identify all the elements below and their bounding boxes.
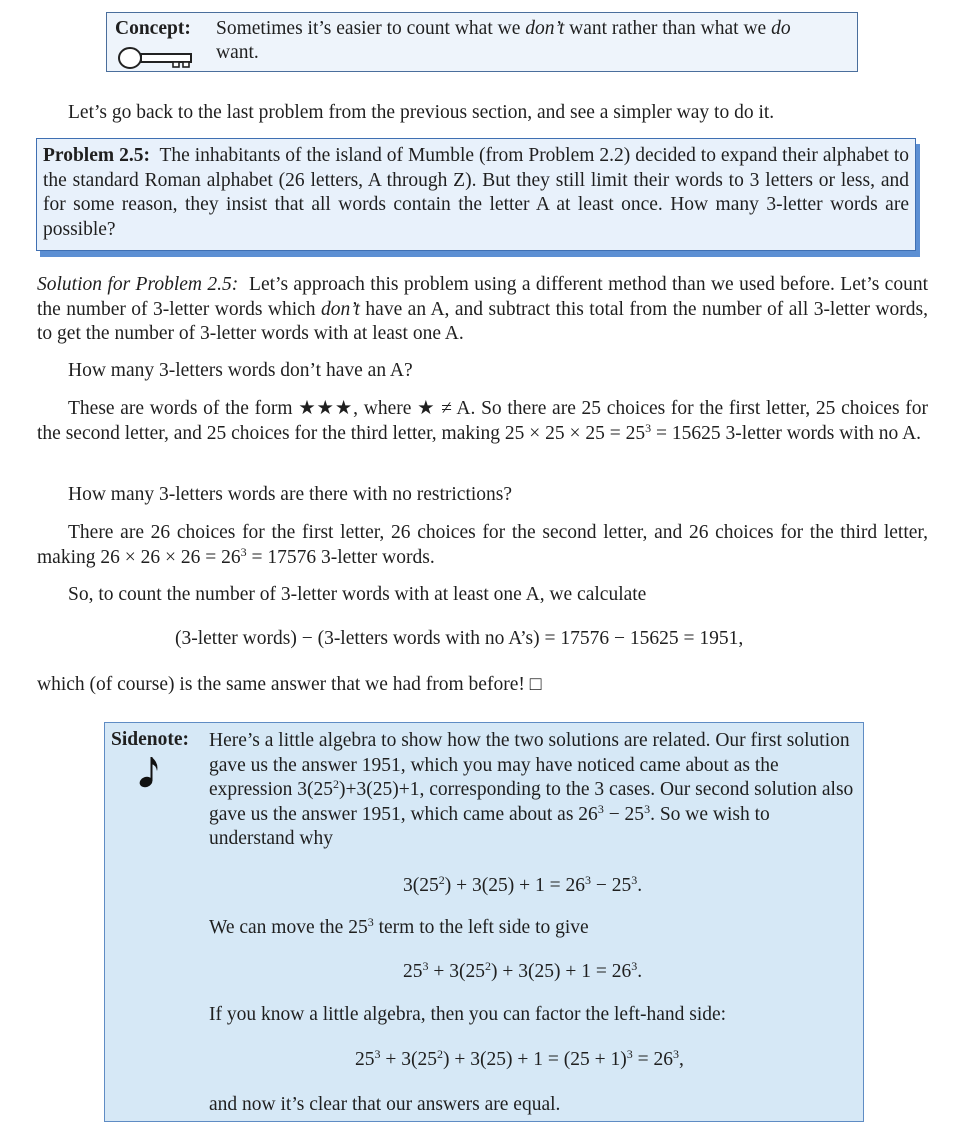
key-icon — [117, 45, 195, 76]
sidenote-paragraph-2: We can move the $25^3$ term to the left side to give — [209, 915, 589, 938]
concept-label: Concept: — [115, 18, 191, 39]
concept-box — [106, 12, 858, 72]
sidenote-paragraph-4: and now it’s clear that our answers are equal. — [209, 1094, 561, 1115]
solution-conclusion: which (of course) is the same answer that we had from before! □ — [37, 674, 542, 695]
problem-box — [36, 138, 916, 251]
sidenote-equation-1: $3(25^2) + 3(25) + 1 = 26^3 - 25^3$. — [403, 873, 643, 896]
solution-paragraph-3: There are 26 choices for the first letter, 26 choices for the second letter, and 26 choices for the third letter, making $26 \times 26 \times 26 = 26^3 = 17576$ 3-letter words. — [37, 522, 928, 568]
problem-text: Problem 2.5: The inhabitants of the island of Mumble (from Problem 2.2) decided to expand their alphabet to the standard Roman alphabet (26 letters, A through Z). But they still limit their words to 3 letters or less, and for some reason, they insist that all words contain the letter A at least once. How many 3-letter words are possible? — [43, 145, 909, 240]
sidenote-equation-3: $25^3 + 3(25^2) + 3(25) + 1 = (25 + 1)^3 = 26^3$, — [355, 1047, 684, 1070]
sidenote-paragraph-1: Here’s a little algebra to show how the two solutions are related. Our first solution gave us the answer 1951, which you may have noticed came about as the expression $3(25^2)+3(25)+1$, corresponding to the 3 cases. Our second solution also gave us the answer 1951, which came about as $26^3 - 25^3$. So we wish to understand why — [209, 730, 854, 849]
sidenote-equation-2: $25^3 + 3(25^2) + 3(25) + 1 = 26^3$. — [403, 959, 643, 982]
concept-text: Sometimes it’s easier to count what we don’t want rather than what we do want. — [216, 18, 791, 63]
sidenote-box — [104, 722, 864, 1122]
sidenote-label: Sidenote: — [111, 729, 189, 750]
solution-paragraph-2: These are words of the form ★★★, where ★ ≠ A. So there are 25 choices for the first letter, 25 choices for the second letter, and 25 choices for the third letter, making $25 \times 25 \times 25 = 25^3 = 15625$ 3-letter words with no A. — [37, 398, 928, 444]
solution-paragraph-1: Solution for Problem 2.5: Let’s approach this problem using a different method than we used before. Let’s count the number of 3-letter words which don’t have an A, and subtract this total from the number of all 3-letter words, to get the number of 3-letter words with at least one A. — [37, 274, 929, 344]
solution-label: Solution for Problem 2.5: — [37, 274, 239, 295]
solution-paragraph-4: So, to count the number of 3-letter words with at least one A, we calculate — [68, 584, 647, 605]
music-note-icon — [139, 755, 161, 794]
display-equation: (3-letter words) − (3-letters words with no A’s) = 17576 − 15625 = 1951, — [175, 628, 744, 649]
question-1: How many 3-letters words don’t have an A? — [68, 360, 413, 381]
intro-paragraph: Let’s go back to the last problem from the previous section, and see a simpler way to do it. — [68, 102, 775, 123]
sidenote-paragraph-3: If you know a little algebra, then you can factor the left-hand side: — [209, 1004, 727, 1025]
problem-label: Problem 2.5: — [43, 145, 150, 166]
question-2: How many 3-letters words are there with no restrictions? — [68, 484, 513, 505]
